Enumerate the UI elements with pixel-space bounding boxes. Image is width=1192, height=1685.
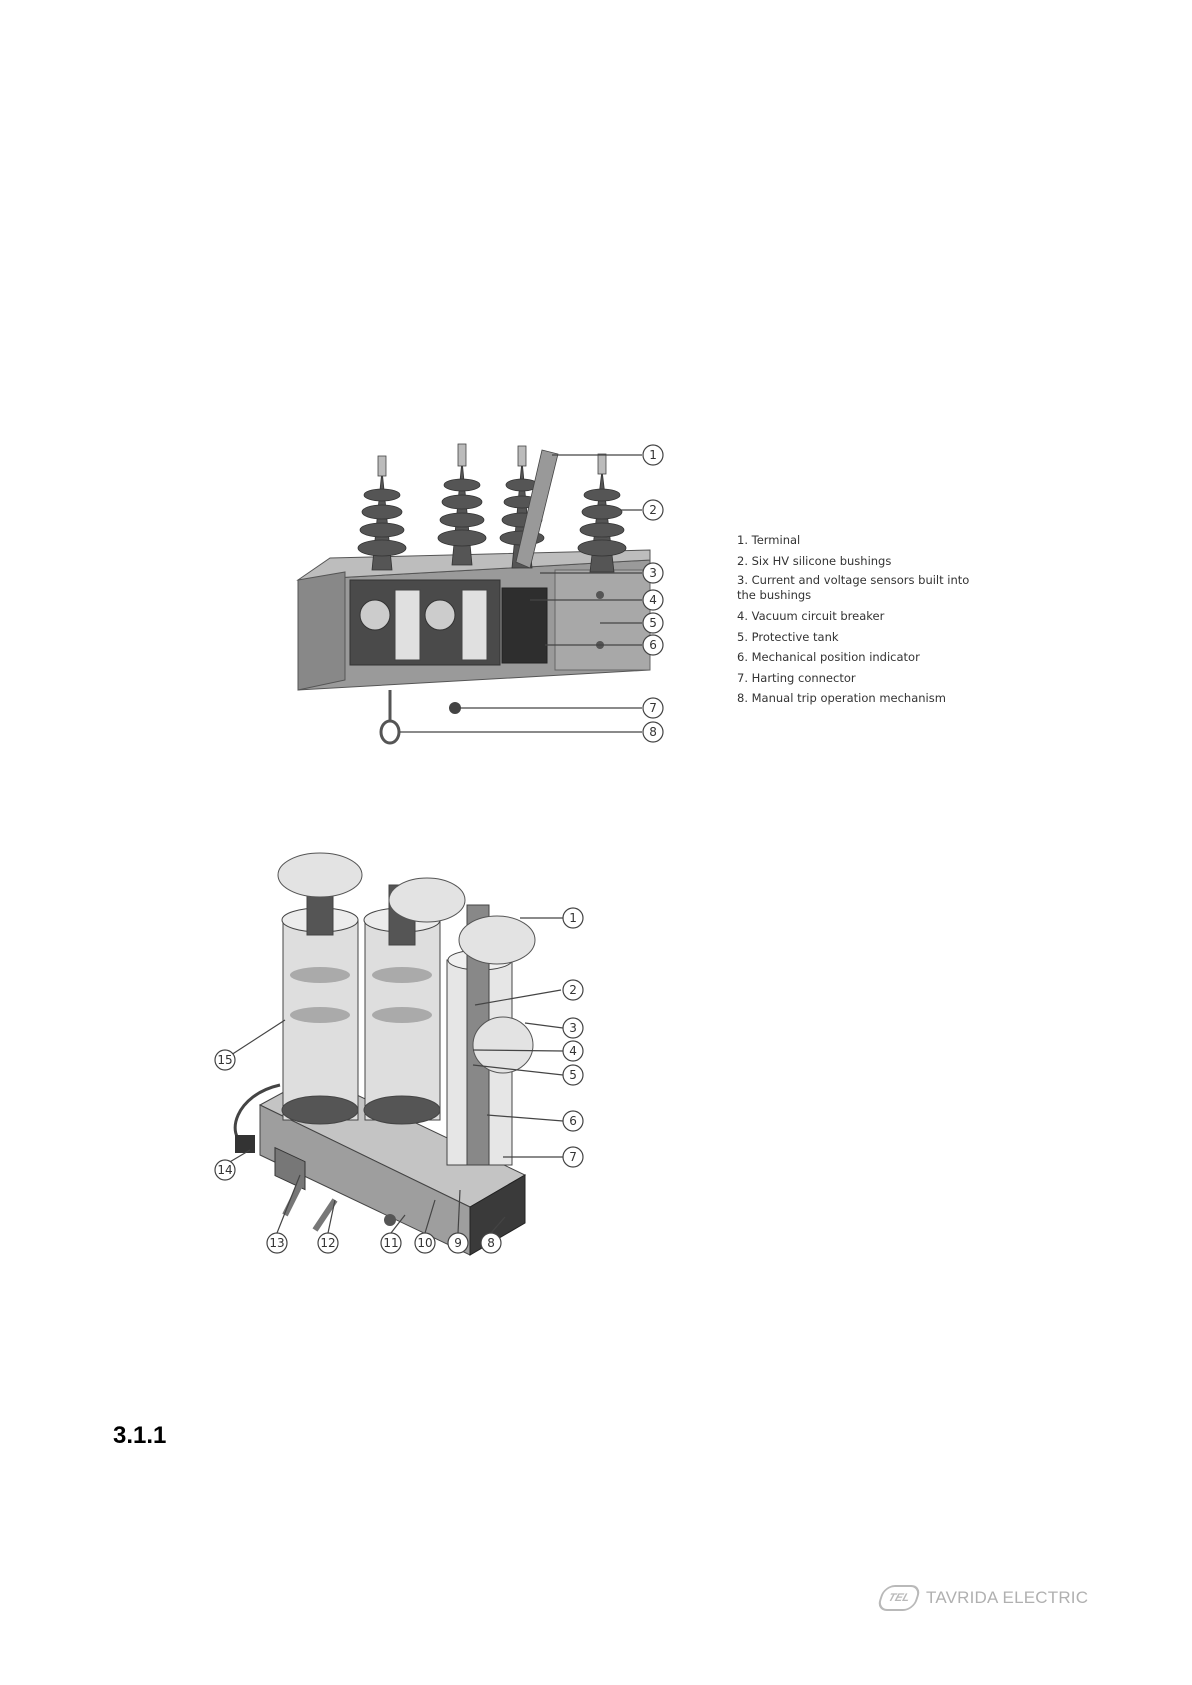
figure1-callout bbox=[643, 722, 663, 742]
figure1-callout bbox=[643, 590, 663, 610]
figure2-callout bbox=[318, 1233, 338, 1253]
svg-text:4: 4 bbox=[649, 593, 657, 607]
figure2-callout bbox=[563, 908, 583, 928]
figure2-callout bbox=[267, 1233, 287, 1253]
tel-logo-icon: TEL bbox=[876, 1585, 922, 1611]
section-number: 3.1.1 bbox=[113, 1422, 167, 1449]
logo-text: TAVRIDA ELECTRIC bbox=[926, 1588, 1089, 1607]
svg-text:6: 6 bbox=[569, 1114, 577, 1128]
svg-text:2: 2 bbox=[569, 983, 577, 997]
svg-text:14: 14 bbox=[217, 1163, 233, 1177]
figure1-legend bbox=[737, 530, 977, 709]
svg-text:3: 3 bbox=[649, 566, 657, 580]
figure2-callout bbox=[215, 1050, 235, 1070]
internal-assembly-illustration bbox=[235, 853, 535, 1255]
svg-text:5: 5 bbox=[649, 616, 657, 630]
legend-item: 1. Terminal bbox=[737, 533, 801, 547]
figure2-callout bbox=[563, 1111, 583, 1131]
legend-item: 7. Harting connector bbox=[737, 670, 856, 685]
tavrida-electric-logo bbox=[880, 1585, 1088, 1611]
svg-text:8: 8 bbox=[649, 725, 657, 739]
svg-text:13: 13 bbox=[269, 1236, 285, 1250]
svg-text:12: 12 bbox=[320, 1236, 336, 1250]
figure1-callout bbox=[643, 445, 663, 465]
figure2-callout bbox=[215, 1160, 235, 1180]
recloser-illustration bbox=[298, 444, 650, 743]
figure2-callout bbox=[381, 1233, 401, 1253]
svg-text:11: 11 bbox=[383, 1236, 399, 1250]
svg-text:5: 5 bbox=[569, 1068, 577, 1082]
legend-item: 8. Manual trip operation mechanism bbox=[737, 691, 946, 705]
svg-text:2: 2 bbox=[649, 503, 657, 517]
figure2-callout bbox=[563, 1041, 583, 1061]
svg-text:8: 8 bbox=[487, 1236, 495, 1250]
figure2-callout bbox=[563, 1018, 583, 1038]
legend-item: 2. Six HV silicone bushings bbox=[737, 553, 892, 568]
figure1-callout bbox=[643, 635, 663, 655]
svg-text:10: 10 bbox=[417, 1236, 433, 1250]
legend-item: 6. Mechanical position indicator bbox=[737, 650, 920, 664]
figure1-callout bbox=[643, 698, 663, 718]
legend-item: 5. Protective tank bbox=[737, 629, 839, 644]
recloser-cutaway-figure bbox=[290, 440, 730, 760]
legend-item: 4. Vacuum circuit breaker bbox=[737, 609, 885, 623]
figure1-callout bbox=[643, 563, 663, 583]
figure2-callout bbox=[563, 1065, 583, 1085]
svg-text:3: 3 bbox=[569, 1021, 577, 1035]
legend-item: 3. Current and voltage sensors built into the bushings bbox=[737, 573, 970, 602]
svg-text:4: 4 bbox=[569, 1044, 577, 1058]
internal-assembly-figure bbox=[205, 845, 645, 1315]
figure1-callout bbox=[643, 613, 663, 633]
svg-text:7: 7 bbox=[649, 701, 657, 715]
svg-text:1: 1 bbox=[569, 911, 577, 925]
svg-text:15: 15 bbox=[217, 1053, 233, 1067]
figure2-callout bbox=[563, 980, 583, 1000]
figure2-callout bbox=[448, 1233, 468, 1253]
svg-text:9: 9 bbox=[454, 1236, 462, 1250]
svg-text:6: 6 bbox=[649, 638, 657, 652]
svg-text:7: 7 bbox=[569, 1150, 577, 1164]
figure1-callout bbox=[643, 500, 663, 520]
svg-text:1: 1 bbox=[649, 448, 657, 462]
figure2-callout bbox=[563, 1147, 583, 1167]
figure2-callout bbox=[481, 1233, 501, 1253]
figure2-callout bbox=[415, 1233, 435, 1253]
